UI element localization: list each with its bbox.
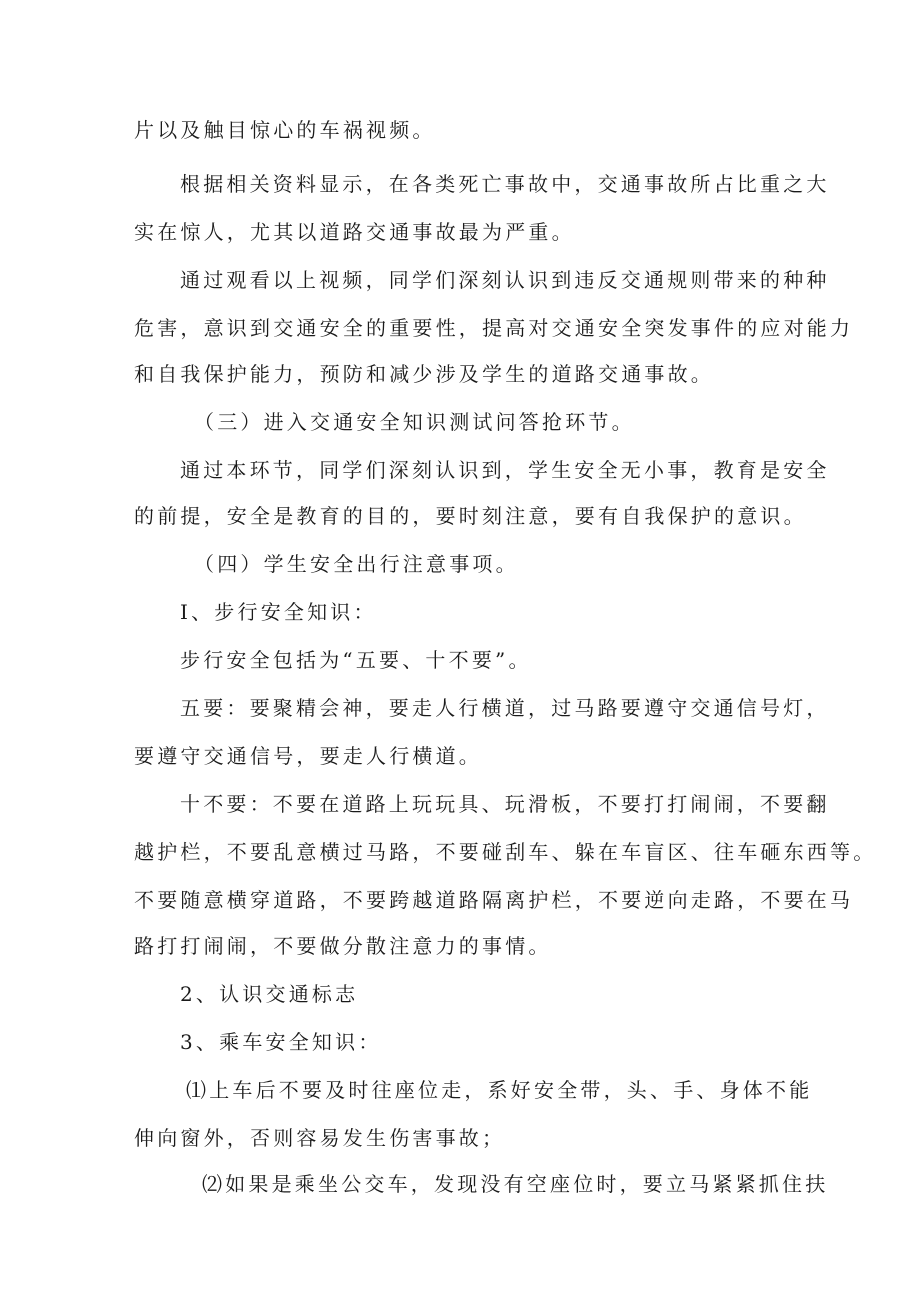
text-line: 越护栏，不要乱意横过马路，不要碰刮车、躲在车盲区、往车砸东西等。 <box>134 840 877 864</box>
list-item: ⑴上车后不要及时往座位走，系好安全带，头、手、身体不能 <box>186 1078 813 1102</box>
text-line: 步行安全包括为“五要、十不要”。 <box>180 648 532 672</box>
text-line: 通过本环节，同学们深刻认识到，学生安全无小事，教育是安全 <box>180 458 830 482</box>
section-heading: （三）进入交通安全知识测试问答抢环节。 <box>194 410 635 434</box>
text-line: 的前提，安全是教育的目的，要时刻注意，要有自我保护的意识。 <box>134 504 807 528</box>
text-line: 根据相关资料显示，在各类死亡事故中，交通事故所占比重之大 <box>180 172 830 196</box>
text-line: 路打打闹闹，不要做分散注意力的事情。 <box>134 934 552 958</box>
text-line: 不要随意横穿道路，不要跨越道路隔离护栏，不要逆向走路，不要在马 <box>134 888 854 912</box>
text-line: 和自我保护能力，预防和减少涉及学生的道路交通事故。 <box>134 362 714 386</box>
text-line: 伸向窗外，否则容易发生伤害事故； <box>134 1126 506 1150</box>
subsection-heading: 2、认识交通标志 <box>180 982 359 1006</box>
subsection-heading: I、步行安全知识： <box>180 600 377 624</box>
text-line: 通过观看以上视频，同学们深刻认识到违反交通规则带来的种种 <box>180 268 830 292</box>
text-line: 片以及触目惊心的车祸视频。 <box>134 118 436 142</box>
text-line: 实在惊人，尤其以道路交通事故最为严重。 <box>134 220 575 244</box>
section-heading: （四）学生安全出行注意事项。 <box>194 552 519 576</box>
text-line: 要遵守交通信号，要走人行横道。 <box>134 744 482 768</box>
subsection-heading: 3、乘车安全知识： <box>180 1030 382 1054</box>
text-line: 十不要：不要在道路上玩玩具、玩滑板，不要打打闹闹，不要翻 <box>180 792 830 816</box>
list-item: ⑵如果是乘坐公交车，发现没有空座位时，要立马紧紧抓住扶 <box>202 1172 829 1196</box>
text-line: 危害，意识到交通安全的重要性，提高对交通安全突发事件的应对能力 <box>134 316 854 340</box>
text-line: 五要：要聚精会神，要走人行横道，过马路要遵守交通信号灯， <box>180 696 830 720</box>
